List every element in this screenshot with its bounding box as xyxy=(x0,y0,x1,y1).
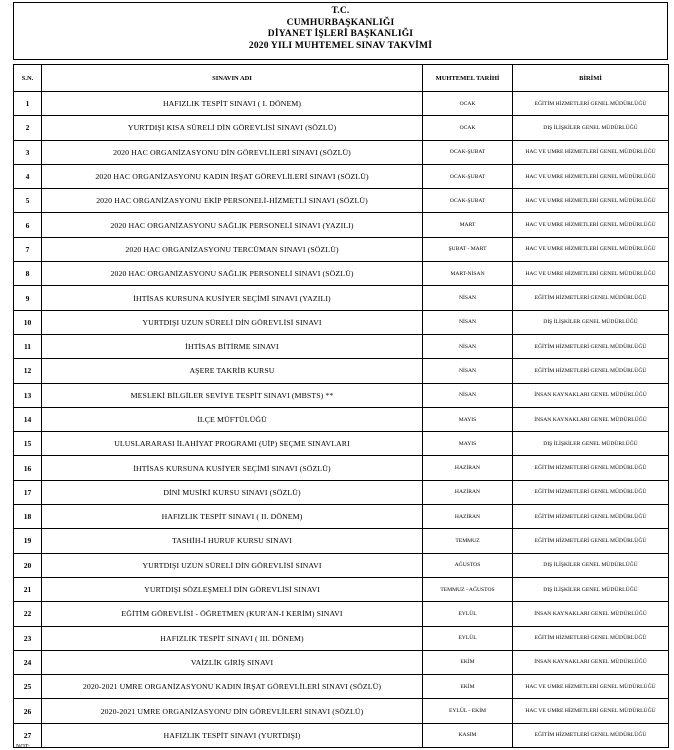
note-label: NOT: xyxy=(16,744,30,750)
table-row xyxy=(14,92,669,116)
date-cell: OCAK-ŞUBAT xyxy=(423,164,513,188)
table-row xyxy=(14,602,669,626)
exam-name-cell: VAİZLİK GİRİŞ SINAVI xyxy=(42,650,423,674)
date-cell: TEMMUZ - AĞUSTOS xyxy=(423,577,513,601)
table-row xyxy=(14,675,669,699)
date-cell: OCAK-ŞUBAT xyxy=(423,140,513,164)
exam-name-cell: İLÇE MÜFTÜLÜĞÜ xyxy=(42,407,423,431)
sn-cell: 24 xyxy=(14,650,42,674)
sn-cell: 22 xyxy=(14,602,42,626)
unit-cell: DIŞ İLİŞKİLER GENEL MÜDÜRLÜĞÜ xyxy=(513,553,669,577)
sn-cell: 16 xyxy=(14,456,42,480)
table-row xyxy=(14,213,669,237)
exam-name-cell: HAFIZLIK TESPİT SINAVI ( II. DÖNEM) xyxy=(42,505,423,529)
sn-cell: 8 xyxy=(14,262,42,286)
exam-name-cell: YURTDIŞI UZUN SÜRELİ DİN GÖREVLİSİ SINAVI xyxy=(42,310,423,334)
exam-name-cell: MESLEKİ BİLGİLER SEVİYE TESPİT SINAVI (MBSTS) ** xyxy=(42,383,423,407)
table-row xyxy=(14,310,669,334)
unit-cell: HAC VE UMRE HİZMETLERİ GENEL MÜDÜRLÜĞÜ xyxy=(513,237,669,261)
sn-cell: 1 xyxy=(14,92,42,116)
sn-cell: 21 xyxy=(14,577,42,601)
column-header-unit: BİRİMİ xyxy=(513,65,669,92)
unit-cell: EĞİTİM HİZMETLERİ GENEL MÜDÜRLÜĞÜ xyxy=(513,505,669,529)
exam-name-cell: 2020-2021 UMRE ORGANİZASYONU KADIN İRŞAT GÖREVLİLERİ SINAVI (SÖZLÜ) xyxy=(42,675,423,699)
date-cell: OCAK-ŞUBAT xyxy=(423,189,513,213)
date-cell: MART-NİSAN xyxy=(423,262,513,286)
sn-cell: 18 xyxy=(14,505,42,529)
sn-cell: 25 xyxy=(14,675,42,699)
sn-cell: 26 xyxy=(14,699,42,723)
exam-schedule-table xyxy=(13,64,669,748)
unit-cell: EĞİTİM HİZMETLERİ GENEL MÜDÜRLÜĞÜ xyxy=(513,529,669,553)
unit-cell: EĞİTİM HİZMETLERİ GENEL MÜDÜRLÜĞÜ xyxy=(513,456,669,480)
exam-name-cell: YURTDIŞI UZUN SÜRELİ DİN GÖREVLİSİ SINAVI xyxy=(42,553,423,577)
unit-cell: EĞİTİM HİZMETLERİ GENEL MÜDÜRLÜĞÜ xyxy=(513,92,669,116)
column-header-date: MUHTEMEL TARİHİ xyxy=(423,65,513,92)
sn-cell: 3 xyxy=(14,140,42,164)
table-row xyxy=(14,723,669,747)
table-row xyxy=(14,383,669,407)
table-row xyxy=(14,262,669,286)
header-line-directorate: DİYANET İŞLERİ BAŞKANLIĞI xyxy=(267,29,414,39)
sn-cell: 2 xyxy=(14,116,42,140)
exam-name-cell: 2020 HAC ORGANİZASYONU DİN GÖREVLİLERİ SINAVI (SÖZLÜ) xyxy=(42,140,423,164)
unit-cell: DIŞ İLİŞKİLER GENEL MÜDÜRLÜĞÜ xyxy=(513,310,669,334)
date-cell: NİSAN xyxy=(423,383,513,407)
table-row xyxy=(14,577,669,601)
unit-cell: EĞİTİM HİZMETLERİ GENEL MÜDÜRLÜĞÜ xyxy=(513,359,669,383)
exam-name-cell: 2020 HAC ORGANİZASYONU EKİP PERSONELİ-HİZMETLİ SINAVI (SÖZLÜ) xyxy=(42,189,423,213)
sn-cell: 7 xyxy=(14,237,42,261)
date-cell: NİSAN xyxy=(423,286,513,310)
document-header xyxy=(13,2,668,60)
date-cell: EYLÜL - EKİM xyxy=(423,699,513,723)
unit-cell: EĞİTİM HİZMETLERİ GENEL MÜDÜRLÜĞÜ xyxy=(513,723,669,747)
date-cell: EYLÜL xyxy=(423,602,513,626)
exam-name-cell: 2020 HAC ORGANİZASYONU SAĞLIK PERSONELİ SINAVI (YAZILI) xyxy=(42,213,423,237)
unit-cell: DIŞ İLİŞKİLER GENEL MÜDÜRLÜĞÜ xyxy=(513,116,669,140)
sn-cell: 23 xyxy=(14,626,42,650)
header-line-title: 2020 YILI MUHTEMEL SINAV TAKVİMİ xyxy=(248,40,433,51)
exam-name-cell: DİNİ MUSİKİ KURSU SINAVI (SÖZLÜ) xyxy=(42,480,423,504)
table-header-row xyxy=(14,65,669,92)
sn-cell: 10 xyxy=(14,310,42,334)
date-cell: MART xyxy=(423,213,513,237)
column-header-sn: S.N. xyxy=(14,65,42,92)
unit-cell: HAC VE UMRE HİZMETLERİ GENEL MÜDÜRLÜĞÜ xyxy=(513,140,669,164)
sn-cell: 4 xyxy=(14,164,42,188)
date-cell: OCAK xyxy=(423,92,513,116)
header-line-presidency: CUMHURBAŞKANLIĞI xyxy=(286,17,395,28)
table-row xyxy=(14,189,669,213)
date-cell: EYLÜL xyxy=(423,626,513,650)
sn-cell: 9 xyxy=(14,286,42,310)
table-row xyxy=(14,699,669,723)
exam-name-cell: 2020-2021 UMRE ORGANİZASYONU DİN GÖREVLİLERİ SINAVI (SÖZLÜ) xyxy=(42,699,423,723)
sn-cell: 6 xyxy=(14,213,42,237)
date-cell: HAZİRAN xyxy=(423,456,513,480)
unit-cell: HAC VE UMRE HİZMETLERİ GENEL MÜDÜRLÜĞÜ xyxy=(513,675,669,699)
table-row xyxy=(14,432,669,456)
document xyxy=(13,2,668,748)
sn-cell: 27 xyxy=(14,723,42,747)
date-cell: MAYIS xyxy=(423,407,513,431)
unit-cell: DIŞ İLİŞKİLER GENEL MÜDÜRLÜĞÜ xyxy=(513,577,669,601)
column-header-name: SINAVIN ADI xyxy=(42,65,423,92)
sn-cell: 20 xyxy=(14,553,42,577)
exam-name-cell: TASHİH-İ HURUF KURSU SINAVI xyxy=(42,529,423,553)
header-line-tc: T.C. xyxy=(331,6,350,16)
date-cell: AĞUSTOS xyxy=(423,553,513,577)
unit-cell: HAC VE UMRE HİZMETLERİ GENEL MÜDÜRLÜĞÜ xyxy=(513,189,669,213)
table-row xyxy=(14,553,669,577)
date-cell: NİSAN xyxy=(423,359,513,383)
sn-cell: 13 xyxy=(14,383,42,407)
table-row xyxy=(14,456,669,480)
table-row xyxy=(14,286,669,310)
date-cell: OCAK xyxy=(423,116,513,140)
date-cell: TEMMUZ xyxy=(423,529,513,553)
unit-cell: EĞİTİM HİZMETLERİ GENEL MÜDÜRLÜĞÜ xyxy=(513,626,669,650)
unit-cell: EĞİTİM HİZMETLERİ GENEL MÜDÜRLÜĞÜ xyxy=(513,286,669,310)
exam-name-cell: HAFIZLIK TESPİT SINAVI (YURTDIŞI) xyxy=(42,723,423,747)
unit-cell: HAC VE UMRE HİZMETLERİ GENEL MÜDÜRLÜĞÜ xyxy=(513,699,669,723)
date-cell: NİSAN xyxy=(423,310,513,334)
exam-name-cell: İHTİSAS KURSUNA KUSİYER SEÇİMİ SINAVI (YAZILI) xyxy=(42,286,423,310)
date-cell: ŞUBAT - MART xyxy=(423,237,513,261)
date-cell: MAYIS xyxy=(423,432,513,456)
exam-name-cell: İHTİSAS BİTİRME SINAVI xyxy=(42,334,423,358)
exam-name-cell: ULUSLARARASI İLAHİYAT PROGRAMI (UİP) SEÇME SINAVLARI xyxy=(42,432,423,456)
table-row xyxy=(14,116,669,140)
date-cell: KASIM xyxy=(423,723,513,747)
exam-name-cell: 2020 HAC ORGANİZASYONU SAĞLIK PERSONELİ SINAVI (SÖZLÜ) xyxy=(42,262,423,286)
date-cell: NİSAN xyxy=(423,334,513,358)
exam-name-cell: İHTİSAS KURSUNA KUSİYER SEÇİMİ SINAVI (SÖZLÜ) xyxy=(42,456,423,480)
exam-name-cell: AŞERE TAKRİB KURSU xyxy=(42,359,423,383)
unit-cell: HAC VE UMRE HİZMETLERİ GENEL MÜDÜRLÜĞÜ xyxy=(513,262,669,286)
sn-cell: 15 xyxy=(14,432,42,456)
unit-cell: HAC VE UMRE HİZMETLERİ GENEL MÜDÜRLÜĞÜ xyxy=(513,213,669,237)
date-cell: EKİM xyxy=(423,675,513,699)
sn-cell: 14 xyxy=(14,407,42,431)
date-cell: HAZİRAN xyxy=(423,480,513,504)
exam-name-cell: YURTDIŞI SÖZLEŞMELİ DİN GÖREVLİSİ SINAVI xyxy=(42,577,423,601)
unit-cell: İNSAN KAYNAKLARI GENEL MÜDÜRLÜĞÜ xyxy=(513,650,669,674)
unit-cell: DIŞ İLİŞKİLER GENEL MÜDÜRLÜĞÜ xyxy=(513,432,669,456)
table-row xyxy=(14,626,669,650)
exam-name-cell: HAFIZLIK TESPİT SINAVI ( I. DÖNEM) xyxy=(42,92,423,116)
table-row xyxy=(14,529,669,553)
table-row xyxy=(14,140,669,164)
table-row xyxy=(14,359,669,383)
unit-cell: İNSAN KAYNAKLARI GENEL MÜDÜRLÜĞÜ xyxy=(513,407,669,431)
sn-cell: 12 xyxy=(14,359,42,383)
date-cell: EKİM xyxy=(423,650,513,674)
sn-cell: 5 xyxy=(14,189,42,213)
unit-cell: İNSAN KAYNAKLARI GENEL MÜDÜRLÜĞÜ xyxy=(513,383,669,407)
exam-name-cell: 2020 HAC ORGANİZASYONU TERCÜMAN SINAVI (SÖZLÜ) xyxy=(42,237,423,261)
table-row xyxy=(14,505,669,529)
sn-cell: 19 xyxy=(14,529,42,553)
table-row xyxy=(14,164,669,188)
date-cell: HAZİRAN xyxy=(423,505,513,529)
unit-cell: HAC VE UMRE HİZMETLERİ GENEL MÜDÜRLÜĞÜ xyxy=(513,164,669,188)
exam-name-cell: EĞİTİM GÖREVLİSİ - ÖĞRETMEN (KUR'AN-I KERİM) SINAVI xyxy=(42,602,423,626)
exam-name-cell: YURTDIŞI KISA SÜRELİ DİN GÖREVLİSİ SINAVI (SÖZLÜ) xyxy=(42,116,423,140)
unit-cell: EĞİTİM HİZMETLERİ GENEL MÜDÜRLÜĞÜ xyxy=(513,480,669,504)
sn-cell: 17 xyxy=(14,480,42,504)
exam-name-cell: HAFIZLIK TESPİT SINAVI ( III. DÖNEM) xyxy=(42,626,423,650)
unit-cell: EĞİTİM HİZMETLERİ GENEL MÜDÜRLÜĞÜ xyxy=(513,334,669,358)
table-row xyxy=(14,237,669,261)
table-row xyxy=(14,650,669,674)
table-row xyxy=(14,334,669,358)
sn-cell: 11 xyxy=(14,334,42,358)
table-row xyxy=(14,407,669,431)
exam-name-cell: 2020 HAC ORGANİZASYONU KADIN İRŞAT GÖREVLİLERİ SINAVI (SÖZLÜ) xyxy=(42,164,423,188)
table-row xyxy=(14,480,669,504)
unit-cell: İNSAN KAYNAKLARI GENEL MÜDÜRLÜĞÜ xyxy=(513,602,669,626)
